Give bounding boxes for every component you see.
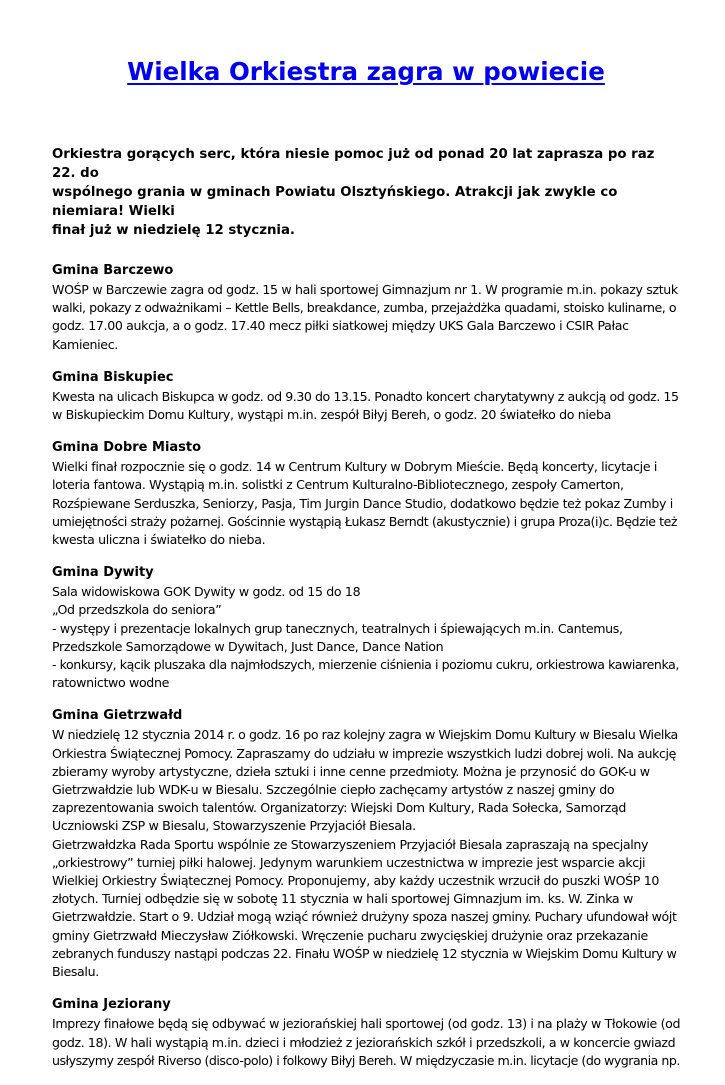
section-body [52,458,680,549]
document-page [52,50,680,1085]
body-text-line: Sala widowiskowa GOK Dywity w godz. od 15 do 18 [52,584,361,600]
sections-container [52,262,680,1070]
section-heading: Gmina Dywity [52,565,154,581]
body-text-line: zbieramy wyroby artystyczne, dzieła sztuki i inne cenne przedmioty. Można je przynosić do GOK-u w [52,763,650,779]
section-gmina-barczewo [52,262,680,354]
body-text-line: W niedzielę 12 stycznia 2014 r. o godz. 16 po raz kolejny zagra w Wiejskim Domu Kultury w Biesalu Wielka [52,727,678,743]
body-text-line: Gietrzwałdzie lub WDK-u w Biesalu. Szczególnie ciepło zachęcamy artystów z naszej gminy do [52,782,615,798]
body-text-line: ratownictwo wodne [52,675,169,691]
section-body [52,281,680,354]
section-heading: Gmina Dobre Miasto [52,440,202,456]
intro-paragraph [52,145,680,240]
section-body [52,583,680,692]
title-wrap [52,50,680,97]
body-text-line: „orkiestrowy” turniej piłki halowej. Jedynym warunkiem uczestnictwa w imprezie jest wsparcie akcji [52,854,646,870]
body-text-line: Gietrzwałdzka Rada Sportu wspólnie ze Stowarzyszeniem Przyjaciół Biesala zapraszają na specjalny [52,836,649,852]
body-text-line: usłyszymy zespół Riverso (disco-polo) i folkowy Biłyj Bereh. W międzyczasie m.in. licytacje (do wygrania np. [52,1052,680,1068]
section-gmina-gietrzwa-d [52,707,680,981]
body-text-line: Kwesta na ulicach Biskupca w godz. od 9.30 do 13.15. Ponadto koncert charytatywny z aukcją od godz. 15 [52,388,679,404]
section-body [52,726,680,981]
section-gmina-dywity [52,564,680,692]
body-text-line: - konkursy, kącik pluszaka dla najmłodszych, mierzenie ciśnienia i poziomu cukru, orkiestrowa kawiarenka, [52,657,679,673]
section-heading: Gmina Barczewo [52,263,174,278]
body-text-line: walki, pokazy z odważnikami – Kettle Bells, breakdance, zumba, przejażdżka quadami, stoisko kulinarne, o [52,300,677,316]
body-text-line: umiejętności straży pożarnej. Gościnnie wystąpią Łukasz Berndt (akustycznie) i grupa Proza(i)c. Będzie też [52,513,678,529]
body-text-line: „Od przedszkola do seniora” [52,602,222,618]
body-text-line: w Biskupieckim Domu Kultury, wystąpi m.in. zespół Biłyj Bereh, o godz. 20 światełko do nieba [52,407,611,423]
body-text-line: Wielki finał rozpocznie się o godz. 14 w Centrum Kultury w Dobrym Mieście. Będą koncerty, licytacje i [52,459,658,475]
body-text-line: zebranych funduszy nastąpi podczas 22. Finału WOŚP w niedzielę 12 stycznia w Wiejskim Domu Kultury w [52,945,677,961]
body-text-line: Imprezy finałowe będą się odbywać w jeziorańskiej hali sportowej (od godz. 13) i na plaży w Tłokowie (od [52,1016,681,1032]
body-text-line: Kamieniec. [52,336,118,352]
intro-line: finał już w niedzielę 12 stycznia. [52,223,295,238]
body-text-line: Gietrzwałdzie. Start o 9. Udział mogą wziąć również drużyny spoza naszej gminy. Puchary ufundował wójt [52,909,677,925]
section-heading: Gmina Jeziorany [52,997,171,1013]
body-text-line: Wielkiej Orkiestry Świątecznej Pomocy. Proponujemy, aby każdy uczestnik wrzucił do puszki WOŚP 10 [52,873,660,889]
section-heading: Gmina Gietrzwałd [52,708,183,724]
body-text-line: loteria fantowa. Wystąpią m.in. solistki z Centrum Kulturalno-Bibliotecznego, zespoły Camerton, [52,477,624,493]
section-gmina-biskupiec [52,369,680,424]
section-gmina-jeziorany [52,996,680,1070]
section-heading: Gmina Biskupiec [52,369,174,385]
section-body [52,1015,680,1070]
intro-line: wspólnego grania w gminach Powiatu Olsztyńskiego. Atrakcji jak zwykle co niemiara! Wielki [52,185,618,219]
body-text-line: - występy i prezentacje lokalnych grup tanecznych, teatralnych i śpiewających m.in. Cantemus, [52,620,623,636]
body-text-line: godz. 18). W hali wystąpią m.in. dzieci i młodzież z jeziorańskich szkół i przedszkoli, a w koncercie gwiazd [52,1034,676,1050]
body-text-line: zaprezentowania swoich talentów. Organizatorzy: Wiejski Dom Kultury, Rada Sołecka, Samorząd [52,800,627,816]
body-text-line: godz. 17.00 aukcja, a o godz. 17.40 mecz piłki siatkowej między UKS Gala Barczewo i CSIR Pałac [52,318,629,334]
body-text-line: Rozśpiewane Serduszka, Seniorzy, Pasja, Tim Jurgin Dance Studio, dodatkowo będzie też pokaz Zumby i [52,495,673,511]
body-text-line: gminy Gietrzwałd Mieczysław Ziółkowski. Wręczenie pucharu zwycięskiej drużynie oraz przekazanie [52,927,648,943]
section-gmina-dobre-miasto [52,439,680,549]
page-title-link[interactable]: Wielka Orkiestra zagra w powiecie [127,57,605,86]
intro-line: Orkiestra gorących serc, która niesie pomoc już od ponad 20 lat zaprasza po raz 22. do [52,147,655,181]
body-text-line: Przedszkole Samorządowe w Dywitach, Just Dance, Dance Nation [52,638,444,654]
body-text-line: Uczniowski ZSP w Biesalu, Stowarzyszenie Przyjaciół Biesala. [52,818,416,834]
body-text-line: Biesalu. [52,964,99,980]
body-text-line: Orkiestra Świątecznej Pomocy. Zapraszamy do udziału w imprezie wszystkich ludzi dobrej woli. Na aukcję [52,745,676,761]
body-text-line: złotych. Turniej odbędzie się w sobotę 11 stycznia w hali sportowej Gimnazjum im. ks. W. Zinka w [52,891,633,907]
section-body [52,388,680,424]
body-text-line: WOŚP w Barczewie zagra od godz. 15 w hali sportowej Gimnazjum nr 1. W programie m.in. pokazy sztuk [52,282,678,297]
body-text-line: kwesta uliczna i światełko do nieba. [52,532,266,548]
